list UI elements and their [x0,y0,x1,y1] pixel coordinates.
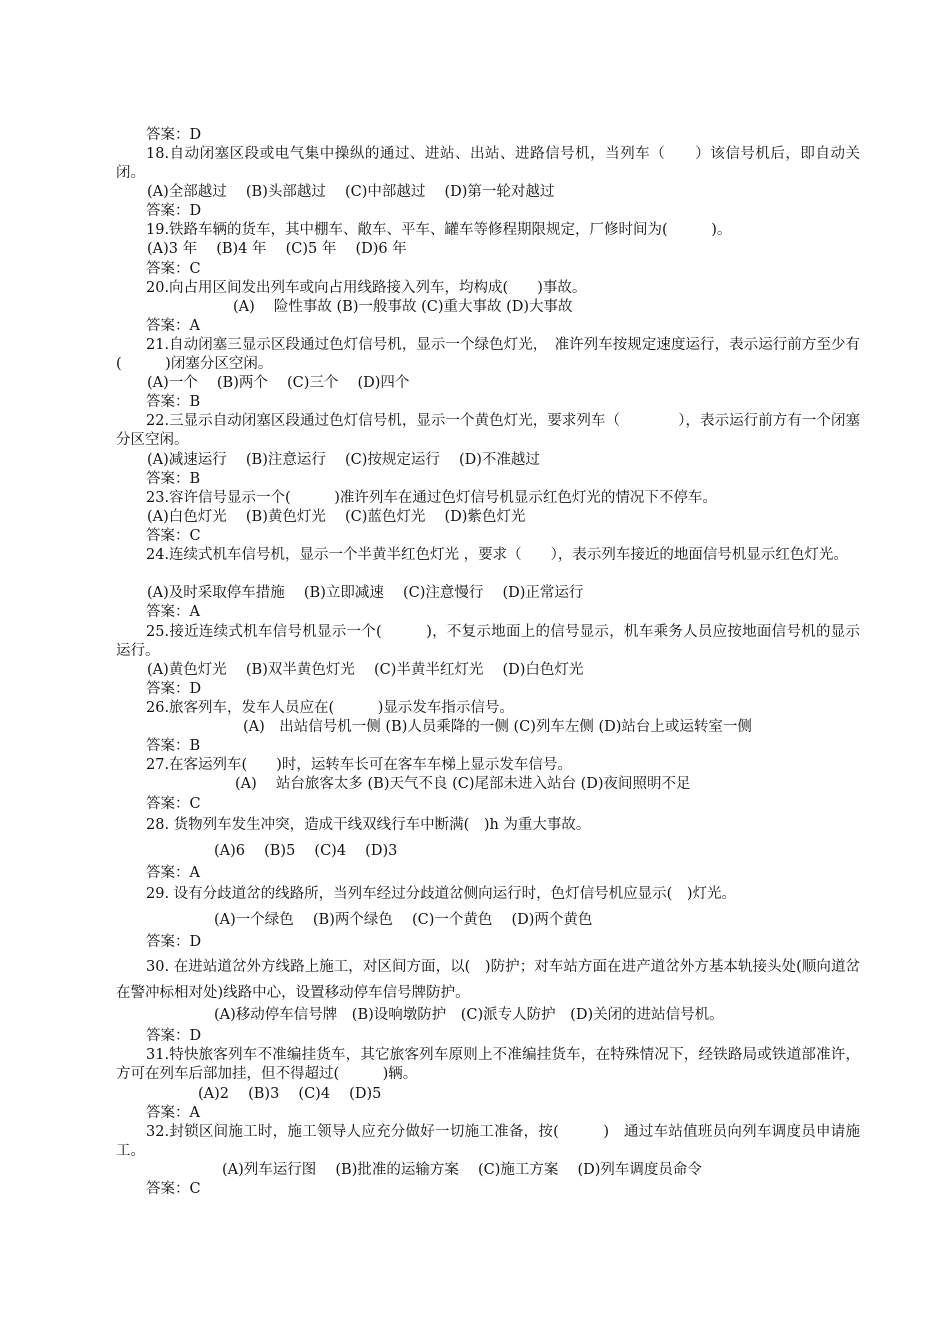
question-21: 21.自动闭塞三显示区段通过色灯信号机，显示一个绿色灯光， 准许列车按规定速度运行，表示运行前方至少有( )闭塞分区空闲。 [116,337,860,372]
question-18: 18.自动闭塞区段或电气集中操纵的通过、进站、出站、进路信号机，当列车（ ）该信号机后，即自动关闭。 [116,146,860,181]
question-32: 32.封锁区间施工时，施工领导人应充分做好一切施工准备，按( ) 通过车站值班员向列车调度员申请施工。 [116,1124,860,1159]
options-20: (A) 险性事故 (B)一般事故 (C)重大事故 (D)大事故 [233,299,573,315]
answer-26: 答案：B [146,738,201,754]
question-20: 20.向占用区间发出列车或向占用线路接入列车，均构成( )事故。 [146,280,587,296]
options-18: (A)全部越过 (B)头部越过 (C)中部越过 (D)第一轮对越过 [147,184,555,200]
answer-24: 答案：A [146,604,200,620]
options-27: (A) 站台旅客太多 (B)天气不良 (C)尾部未进入站台 (D)夜间照明不足 [235,776,691,792]
answer-32: 答案：C [146,1181,201,1197]
options-29: (A)一个绿色 (B)两个绿色 (C)一个黄色 (D)两个黄色 [214,912,593,928]
answer-28: 答案：A [146,865,200,881]
answer-17: 答案：D [146,127,202,143]
answer-25: 答案：D [146,681,202,697]
options-22: (A)减速运行 (B)注意运行 (C)按规定运行 (D)不准越过 [147,452,540,468]
options-21: (A)一个 (B)两个 (C)三个 (D)四个 [147,375,410,391]
question-19: 19.铁路车辆的货车，其中棚车、敞车、平车、罐车等修程期限规定，厂修时间为( )。 [146,222,732,238]
options-31: (A)2 (B)3 (C)4 (D)5 [198,1086,382,1102]
question-25: 25.接近连续式机车信号机显示一个( )，不复示地面上的信号显示，机车乘务人员应按地面信号机的显示运行。 [116,624,860,659]
answer-31: 答案：A [146,1105,200,1121]
question-27: 27.在客运列车( )时，运转车长可在客车车梯上显示发车信号。 [146,757,572,773]
options-26: (A) 出站信号机一侧 (B)人员乘降的一侧 (C)列车左侧 (D)站台上或运转室一侧 [243,719,752,735]
question-29: 29. 设有分歧道岔的线路所，当列车经过分歧道岔侧向运行时，色灯信号机应显示( )灯光。 [146,886,736,902]
options-30: (A)移动停车信号牌 (B)设响墩防护 (C)派专人防护 (D)关闭的进站信号机。 [214,1007,724,1023]
answer-21: 答案：B [146,394,201,410]
question-30: 30. 在进站道岔外方线路上施工，对区间方面，以( )防护；对车站方面在进产道岔外方基本轨接头处(顺向道岔在警冲标相对处)线路中心，设置移动停车信号牌防护。 [116,959,860,1001]
answer-19: 答案：C [146,261,201,277]
answer-18: 答案：D [146,203,202,219]
answer-22: 答案：B [146,471,201,487]
question-23: 23.容许信号显示一个( )准许列车在通过色灯信号机显示红色灯光的情况下不停车。 [146,490,717,506]
options-32: (A)列车运行图 (B)批准的运输方案 (C)施工方案 (D)列车调度员命令 [222,1162,702,1178]
options-25: (A)黄色灯光 (B)双半黄色灯光 (C)半黄半红灯光 (D)白色灯光 [147,662,584,678]
question-22: 22.三显示自动闭塞区段通过色灯信号机，显示一个黄色灯光，要求列车（ ），表示运行前方有一个闭塞分区空闲。 [116,413,860,448]
answer-30: 答案：D [146,1028,202,1044]
options-19: (A)3 年 (B)4 年 (C)5 年 (D)6 年 [147,241,407,257]
question-24: 24.连续式机车信号机，显示一个半黄半红色灯光 ，要求（ ），表示列车接近的地面信号机显示红色灯光。 [146,547,848,563]
answer-29: 答案：D [146,934,202,950]
answer-23: 答案：C [146,528,201,544]
question-28: 28. 货物列车发生冲突，造成干线双线行车中断满( )h 为重大事故。 [146,817,591,833]
answer-27: 答案：C [146,796,201,812]
question-26: 26.旅客列车，发车人员应在( )显示发车指示信号。 [146,700,514,716]
options-24: (A)及时采取停车措施 (B)立即减速 (C)注意慢行 (D)正常运行 [147,585,584,601]
options-23: (A)白色灯光 (B)黄色灯光 (C)蓝色灯光 (D)紫色灯光 [147,509,526,525]
answer-20: 答案：A [146,318,200,334]
question-31: 31.特快旅客列车不准编挂货车，其它旅客列车原则上不准编挂货车，在特殊情况下，经铁路局或铁道部准许，方可在列车后部加挂，但不得超过( )辆。 [116,1047,860,1082]
options-28: (A)6 (B)5 (C)4 (D)3 [214,843,398,859]
